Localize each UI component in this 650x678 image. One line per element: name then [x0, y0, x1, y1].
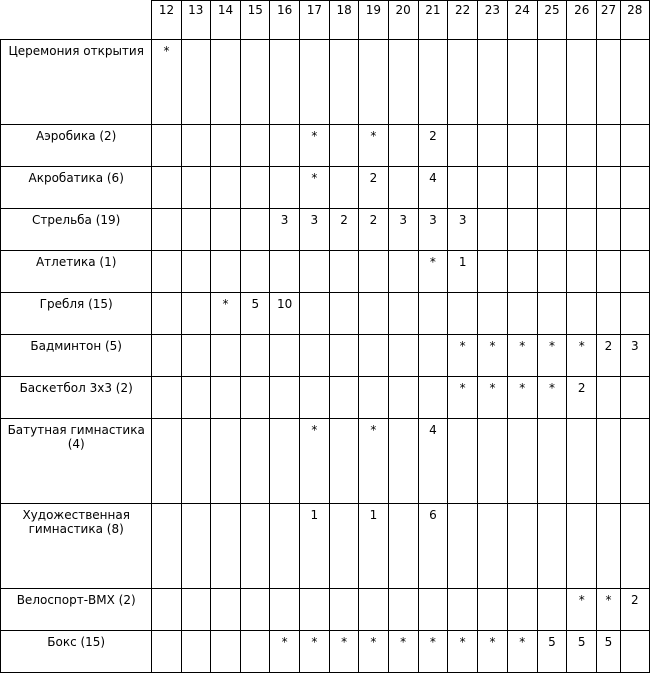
schedule-cell: [478, 40, 507, 125]
schedule-cell: [478, 125, 507, 167]
event-name-cell: Гребля (15): [1, 293, 152, 335]
schedule-cell: 3: [270, 209, 299, 251]
schedule-cell: 2: [597, 335, 620, 377]
schedule-cell: [597, 251, 620, 293]
schedule-cell: 2: [359, 209, 388, 251]
schedule-cell: 6: [418, 504, 447, 589]
schedule-cell: *: [270, 631, 299, 673]
schedule-cell: [620, 209, 649, 251]
header-row: [1, 1, 650, 40]
schedule-cell: [418, 335, 447, 377]
schedule-cell: *: [507, 335, 537, 377]
event-name-cell: Бокс (15): [1, 631, 152, 673]
day-header: 12: [152, 1, 181, 40]
schedule-cell: *: [388, 631, 418, 673]
schedule-cell: 5: [597, 631, 620, 673]
schedule-cell: [388, 251, 418, 293]
schedule-cell: [620, 631, 649, 673]
schedule-cell: 2: [359, 167, 388, 209]
schedule-cell: [241, 419, 270, 504]
schedule-cell: [597, 377, 620, 419]
schedule-cell: [241, 251, 270, 293]
schedule-cell: [270, 335, 299, 377]
schedule-cell: [210, 209, 240, 251]
schedule-cell: [210, 251, 240, 293]
schedule-cell: [270, 251, 299, 293]
schedule-cell: [597, 504, 620, 589]
schedule-cell: [270, 377, 299, 419]
schedule-cell: 5: [567, 631, 597, 673]
schedule-cell: *: [537, 377, 566, 419]
schedule-cell: *: [597, 589, 620, 631]
schedule-cell: [152, 293, 181, 335]
schedule-cell: [388, 377, 418, 419]
schedule-cell: *: [567, 335, 597, 377]
schedule-cell: [507, 167, 537, 209]
schedule-cell: *: [359, 419, 388, 504]
schedule-cell: *: [478, 335, 507, 377]
schedule-cell: 3: [448, 209, 478, 251]
schedule-cell: [597, 167, 620, 209]
schedule-cell: *: [299, 631, 329, 673]
schedule-cell: [567, 167, 597, 209]
schedule-cell: [388, 293, 418, 335]
event-row: [1, 293, 650, 335]
day-header: 23: [478, 1, 507, 40]
schedule-cell: [299, 589, 329, 631]
day-header: 15: [241, 1, 270, 40]
schedule-cell: [299, 40, 329, 125]
schedule-cell: [329, 167, 358, 209]
schedule-cell: *: [299, 167, 329, 209]
schedule-cell: [388, 40, 418, 125]
event-row: [1, 335, 650, 377]
schedule-cell: [329, 40, 358, 125]
schedule-cell: 2: [418, 125, 447, 167]
schedule-cell: 3: [620, 335, 649, 377]
schedule-cell: [388, 167, 418, 209]
schedule-cell: [507, 293, 537, 335]
day-header: 25: [537, 1, 566, 40]
schedule-cell: [620, 125, 649, 167]
schedule-cell: 3: [299, 209, 329, 251]
schedule-cell: [329, 251, 358, 293]
schedule-cell: [241, 167, 270, 209]
event-row: [1, 167, 650, 209]
schedule-cell: [620, 251, 649, 293]
day-header: 24: [507, 1, 537, 40]
schedule-cell: [359, 377, 388, 419]
schedule-cell: [181, 40, 210, 125]
schedule-cell: [329, 377, 358, 419]
day-header: 22: [448, 1, 478, 40]
schedule-cell: [597, 40, 620, 125]
schedule-cell: 10: [270, 293, 299, 335]
schedule-cell: [181, 419, 210, 504]
day-header: 16: [270, 1, 299, 40]
schedule-cell: [241, 335, 270, 377]
schedule-cell: [359, 335, 388, 377]
schedule-cell: [448, 167, 478, 209]
schedule-cell: [537, 125, 566, 167]
schedule-cell: [270, 419, 299, 504]
schedule-cell: *: [478, 631, 507, 673]
event-name-cell: Стрельба (19): [1, 209, 152, 251]
schedule-cell: [359, 589, 388, 631]
schedule-cell: [152, 125, 181, 167]
schedule-cell: [448, 589, 478, 631]
schedule-cell: *: [152, 40, 181, 125]
schedule-cell: [507, 40, 537, 125]
schedule-cell: [620, 419, 649, 504]
schedule-body: [1, 40, 650, 673]
schedule-cell: [597, 125, 620, 167]
event-name-cell: Художественная гимнастика (8): [1, 504, 152, 589]
schedule-cell: [152, 251, 181, 293]
schedule-cell: [210, 335, 240, 377]
schedule-cell: [597, 209, 620, 251]
schedule-cell: [329, 419, 358, 504]
schedule-cell: [329, 125, 358, 167]
schedule-cell: [299, 335, 329, 377]
schedule-cell: [241, 125, 270, 167]
schedule-cell: [210, 419, 240, 504]
schedule-cell: [567, 419, 597, 504]
schedule-cell: [329, 293, 358, 335]
schedule-cell: [181, 377, 210, 419]
schedule-cell: [507, 589, 537, 631]
schedule-cell: 3: [388, 209, 418, 251]
schedule-cell: *: [418, 631, 447, 673]
schedule-cell: [152, 631, 181, 673]
schedule-cell: *: [448, 377, 478, 419]
event-row: [1, 125, 650, 167]
schedule-cell: [181, 209, 210, 251]
schedule-cell: [329, 589, 358, 631]
event-row: [1, 251, 650, 293]
schedule-cell: [537, 504, 566, 589]
schedule-cell: 3: [418, 209, 447, 251]
schedule-cell: [478, 419, 507, 504]
schedule-cell: [537, 209, 566, 251]
schedule-cell: [418, 589, 447, 631]
schedule-cell: *: [448, 631, 478, 673]
schedule-cell: 5: [537, 631, 566, 673]
schedule-cell: [620, 377, 649, 419]
schedule-cell: 2: [567, 377, 597, 419]
schedule-cell: [181, 167, 210, 209]
schedule-cell: *: [299, 125, 329, 167]
schedule-cell: 1: [359, 504, 388, 589]
schedule-cell: [241, 589, 270, 631]
schedule-cell: [507, 504, 537, 589]
schedule-cell: [478, 589, 507, 631]
schedule-cell: [359, 293, 388, 335]
schedule-cell: [448, 293, 478, 335]
schedule-cell: 4: [418, 167, 447, 209]
schedule-cell: 2: [329, 209, 358, 251]
schedule-cell: [181, 251, 210, 293]
schedule-cell: [620, 40, 649, 125]
event-row: [1, 504, 650, 589]
schedule-cell: *: [210, 293, 240, 335]
schedule-cell: [359, 251, 388, 293]
event-row: [1, 589, 650, 631]
schedule-cell: [537, 419, 566, 504]
schedule-cell: [210, 504, 240, 589]
schedule-cell: [152, 335, 181, 377]
schedule-cell: *: [359, 631, 388, 673]
schedule-cell: [448, 504, 478, 589]
corner-cell: [1, 1, 152, 40]
schedule-cell: [299, 377, 329, 419]
schedule-cell: [507, 125, 537, 167]
schedule-cell: [537, 293, 566, 335]
schedule-cell: [448, 419, 478, 504]
schedule-cell: [418, 377, 447, 419]
schedule-cell: *: [567, 589, 597, 631]
schedule-cell: [418, 293, 447, 335]
schedule-cell: [152, 419, 181, 504]
schedule-cell: [241, 504, 270, 589]
schedule-cell: [299, 293, 329, 335]
schedule-cell: [388, 419, 418, 504]
schedule-cell: 2: [620, 589, 649, 631]
schedule-cell: [537, 167, 566, 209]
schedule-cell: [241, 209, 270, 251]
schedule-cell: [537, 251, 566, 293]
schedule-cell: [507, 251, 537, 293]
schedule-cell: [181, 293, 210, 335]
event-name-cell: Бадминтон (5): [1, 335, 152, 377]
schedule-cell: [241, 40, 270, 125]
event-name-cell: Акробатика (6): [1, 167, 152, 209]
event-row: [1, 377, 650, 419]
schedule-cell: *: [537, 335, 566, 377]
schedule-cell: *: [478, 377, 507, 419]
schedule-cell: [299, 251, 329, 293]
schedule-cell: [210, 377, 240, 419]
schedule-cell: [152, 377, 181, 419]
schedule-cell: [567, 504, 597, 589]
day-header: 14: [210, 1, 240, 40]
schedule-cell: [478, 504, 507, 589]
schedule-cell: [152, 589, 181, 631]
event-name-cell: Велоспорт-BMX (2): [1, 589, 152, 631]
schedule-cell: [270, 40, 299, 125]
schedule-cell: [181, 631, 210, 673]
event-row: [1, 40, 650, 125]
schedule-cell: [181, 125, 210, 167]
schedule-cell: 4: [418, 419, 447, 504]
schedule-cell: [210, 125, 240, 167]
schedule-cell: [181, 504, 210, 589]
schedule-cell: [388, 125, 418, 167]
schedule-cell: [388, 504, 418, 589]
day-header: 28: [620, 1, 649, 40]
schedule-cell: [537, 40, 566, 125]
schedule-cell: [210, 40, 240, 125]
schedule-cell: *: [329, 631, 358, 673]
schedule-cell: [359, 40, 388, 125]
schedule-cell: [210, 589, 240, 631]
event-name-cell: Баскетбол 3х3 (2): [1, 377, 152, 419]
schedule-cell: *: [359, 125, 388, 167]
schedule-cell: [478, 251, 507, 293]
schedule-cell: [241, 631, 270, 673]
schedule-cell: [270, 589, 299, 631]
day-header: 18: [329, 1, 358, 40]
schedule-cell: *: [507, 377, 537, 419]
day-header: 17: [299, 1, 329, 40]
schedule-cell: 5: [241, 293, 270, 335]
schedule-cell: [567, 209, 597, 251]
schedule-cell: [597, 293, 620, 335]
schedule-cell: [567, 293, 597, 335]
schedule-cell: [270, 125, 299, 167]
schedule-cell: *: [507, 631, 537, 673]
schedule-cell: [478, 167, 507, 209]
schedule-cell: [270, 504, 299, 589]
day-header: 26: [567, 1, 597, 40]
schedule-cell: [181, 589, 210, 631]
schedule-cell: [620, 504, 649, 589]
schedule-cell: [241, 377, 270, 419]
event-name-cell: Аэробика (2): [1, 125, 152, 167]
event-name-cell: Батутная гимнастика (4): [1, 419, 152, 504]
day-header: 13: [181, 1, 210, 40]
schedule-cell: [152, 209, 181, 251]
schedule-cell: [152, 167, 181, 209]
schedule-cell: [152, 504, 181, 589]
day-header: 27: [597, 1, 620, 40]
schedule-cell: 1: [299, 504, 329, 589]
schedule-cell: [478, 209, 507, 251]
schedule-cell: [567, 125, 597, 167]
schedule-cell: [620, 293, 649, 335]
schedule-cell: [181, 335, 210, 377]
schedule-cell: *: [299, 419, 329, 504]
schedule-cell: [388, 589, 418, 631]
event-row: [1, 419, 650, 504]
schedule-cell: *: [448, 335, 478, 377]
schedule-cell: [448, 125, 478, 167]
schedule-cell: [567, 40, 597, 125]
schedule-cell: [270, 167, 299, 209]
day-header: 19: [359, 1, 388, 40]
schedule-cell: [537, 589, 566, 631]
schedule-cell: 1: [448, 251, 478, 293]
schedule-cell: [210, 167, 240, 209]
schedule-cell: [329, 504, 358, 589]
event-row: [1, 631, 650, 673]
event-row: [1, 209, 650, 251]
schedule-cell: [329, 335, 358, 377]
event-name-cell: Атлетика (1): [1, 251, 152, 293]
schedule-cell: [478, 293, 507, 335]
schedule-cell: [507, 419, 537, 504]
event-name-cell: Церемония открытия: [1, 40, 152, 125]
day-header: 21: [418, 1, 447, 40]
schedule-cell: [448, 40, 478, 125]
schedule-cell: [507, 209, 537, 251]
schedule-cell: [388, 335, 418, 377]
schedule-cell: [210, 631, 240, 673]
schedule-cell: *: [418, 251, 447, 293]
schedule-cell: [620, 167, 649, 209]
schedule-cell: [567, 251, 597, 293]
schedule-cell: [418, 40, 447, 125]
day-header: 20: [388, 1, 418, 40]
schedule-cell: [597, 419, 620, 504]
